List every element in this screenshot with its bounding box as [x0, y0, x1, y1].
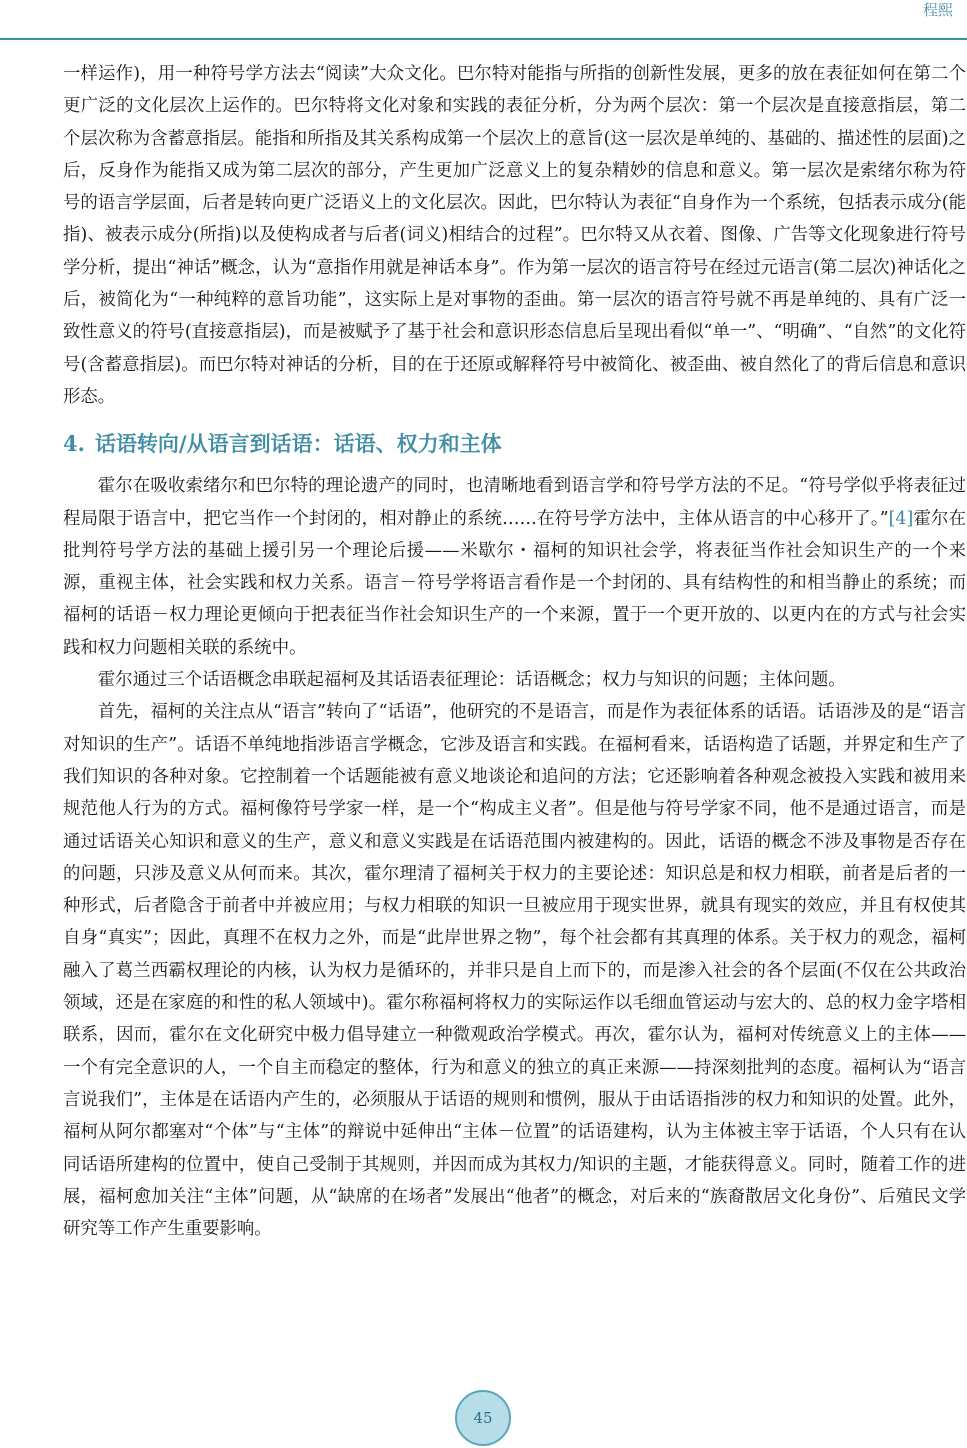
body-paragraph: 首先，福柯的关注点从“语言”转向了“话语”，他研究的不是语言，而是作为表征体系的话语。话语涉及的是“语言对知识的生产”。话语不单纯地指涉语言学概念，它涉及语言和实践。在福柯看来，话语构造了话题，并界定和生产了我们知识的各种对象。它控制着一个话题能被有意义地谈论和追问的方法；它还影响着各种观念被投入实践和被用来规范他人行为的方式。福柯像符号学家一样，是一个“构成主义者”。但是他与符号学家不同，他不是通过语言，而是通过话语关心知识和意义的生产，意义和意义实践是在话语范围内被建构的。因此，话语的概念不涉及事物是否存在的问题，只涉及意义从何而来。其次，霍尔理清了福柯关于权力的主要论述：知识总是和权力相联，前者是后者的一种形式，后者隐含于前者中并被应用；与权力相联的知识一旦被应用于现实世界，就具有现实的效应，并且有权使其自身“真实”；因此，真理不在权力之外，而是“此岸世界之物”，每个社会都有其真理的体系。关于权力的观念，福柯融入了葛兰西霸权理论的内核，认为权力是循环的，并非只是自上而下的，而是渗入社会的各个层面(不仅在公共政治领域，还是在家庭的和性的私人领域中)。霍尔称福柯将权力的实际运作以毛细血管运动与宏大的、总的权力金字塔相联系，因而，霍尔在文化研究中极力倡导建立一种微观政治学模式。再次，霍尔认为，福柯对传统意义上的主体——一个有完全意识的人，一个自主而稳定的整体，行为和意义的独立的真正来源——持深刻批判的态度。福柯认为“语言言说我们”，主体是在话语内产生的，必须服从于话语的规则和惯例，服从于由话语指涉的权力和知识的处置。此外，福柯从阿尔都塞对“个体”与“主体”的辩说中延伸出“主体－位置”的话语建构，认为主体被主宰于话语，个人只有在认同话语所建构的位置中，使自己受制于其规则，并因而成为其权力/知识的主题，才能获得意义。同时，随着工作的进展，福柯愈加关注“主体”问题，从“缺席的在场者”发展出“他者”的概念，对后来的“族裔散居文化身份”、后殖民文学研究等工作产生重要影响。 — [63, 702, 966, 1240]
paragraph-text: 霍尔在吸收索绪尔和巴尔特的理论遗产的同时，也清晰地看到语言学和符号学方法的不足。“符号学似乎将表征过程局限于语言中，把它当作一个封闭的，相对静止的系统……在符号学方法中，主体从语言的中心移开了。” — [63, 476, 966, 529]
running-header-author: 程熙 — [922, 1, 953, 19]
page-number-badge — [455, 1390, 511, 1446]
paragraph-text: 霍尔在批判符号学方法的基础上援引另一个理论后援——米歇尔・福柯的知识社会学，将表征当作社会知识生产的一个来源，重视主体，社会实践和权力关系。语言－符号学将语言看作是一个封闭的、具有结构性的和相当静止的系统；而福柯的话语－权力理论更倾向于把表征当作社会知识生产的一个来源，置于一个更开放的、以更内在的方式与社会实践和权力问题相关联的系统中。 — [63, 508, 966, 658]
header-divider — [0, 38, 967, 40]
article-body — [63, 58, 966, 1245]
section-title: 话语转向/从语言到话语：话语、权力和主体 — [94, 431, 502, 457]
body-paragraph: 一样运作)，用一种符号学方法去“阅读”大众文化。巴尔特对能指与所指的创新性发展，更多的放在表征如何在第二个更广泛的文化层次上运作的。巴尔特将文化对象和实践的表征分析，分为两个层次：第一个层次是直接意指层，第二个层次称为含蓄意指层。能指和所指及其关系构成第一个层次上的意旨(这一层次是单纯的、基础的、描述性的层面)之后，反身作为能指又成为第二层次的部分，产生更加广泛意义上的复杂精妙的信息和意义。第一层次是索绪尔称为符号的语言学层面，后者是转向更广泛语义上的文化层次。因此，巴尔特认为表征“自身作为一个系统，包括表示成分(能指)、被表示成分(所指)以及使构成者与后者(词义)相结合的过程”。巴尔特又从衣着、图像、广告等文化现象进行符号学分析，提出“神话”概念，认为“意指作用就是神话本身”。作为第一层次的语言符号在经过元语言(第二层次)神话化之后，被简化为“一种纯粹的意旨功能”，这实际上是对事物的歪曲。第一层次的语言符号就不再是单纯的、具有广泛一致性意义的符号(直接意指层)，而是被赋予了基于社会和意识形态信息后呈现出看似“单一”、“明确”、“自然”的文化符号(含蓄意指层)。而巴尔特对神话的分析，目的在于还原或解释符号中被简化、被歪曲、被自然化了的背后信息和意识形态。 — [63, 64, 966, 407]
page-number: 45 — [473, 1409, 493, 1427]
section-heading — [63, 430, 966, 458]
body-paragraph — [63, 470, 966, 664]
section-number: 4. — [63, 431, 85, 457]
citation-link[interactable]: [4] — [888, 508, 914, 529]
body-paragraph: 霍尔通过三个话语概念串联起福柯及其话语表征理论：话语概念；权力与知识的问题；主体问题。 — [97, 670, 846, 691]
